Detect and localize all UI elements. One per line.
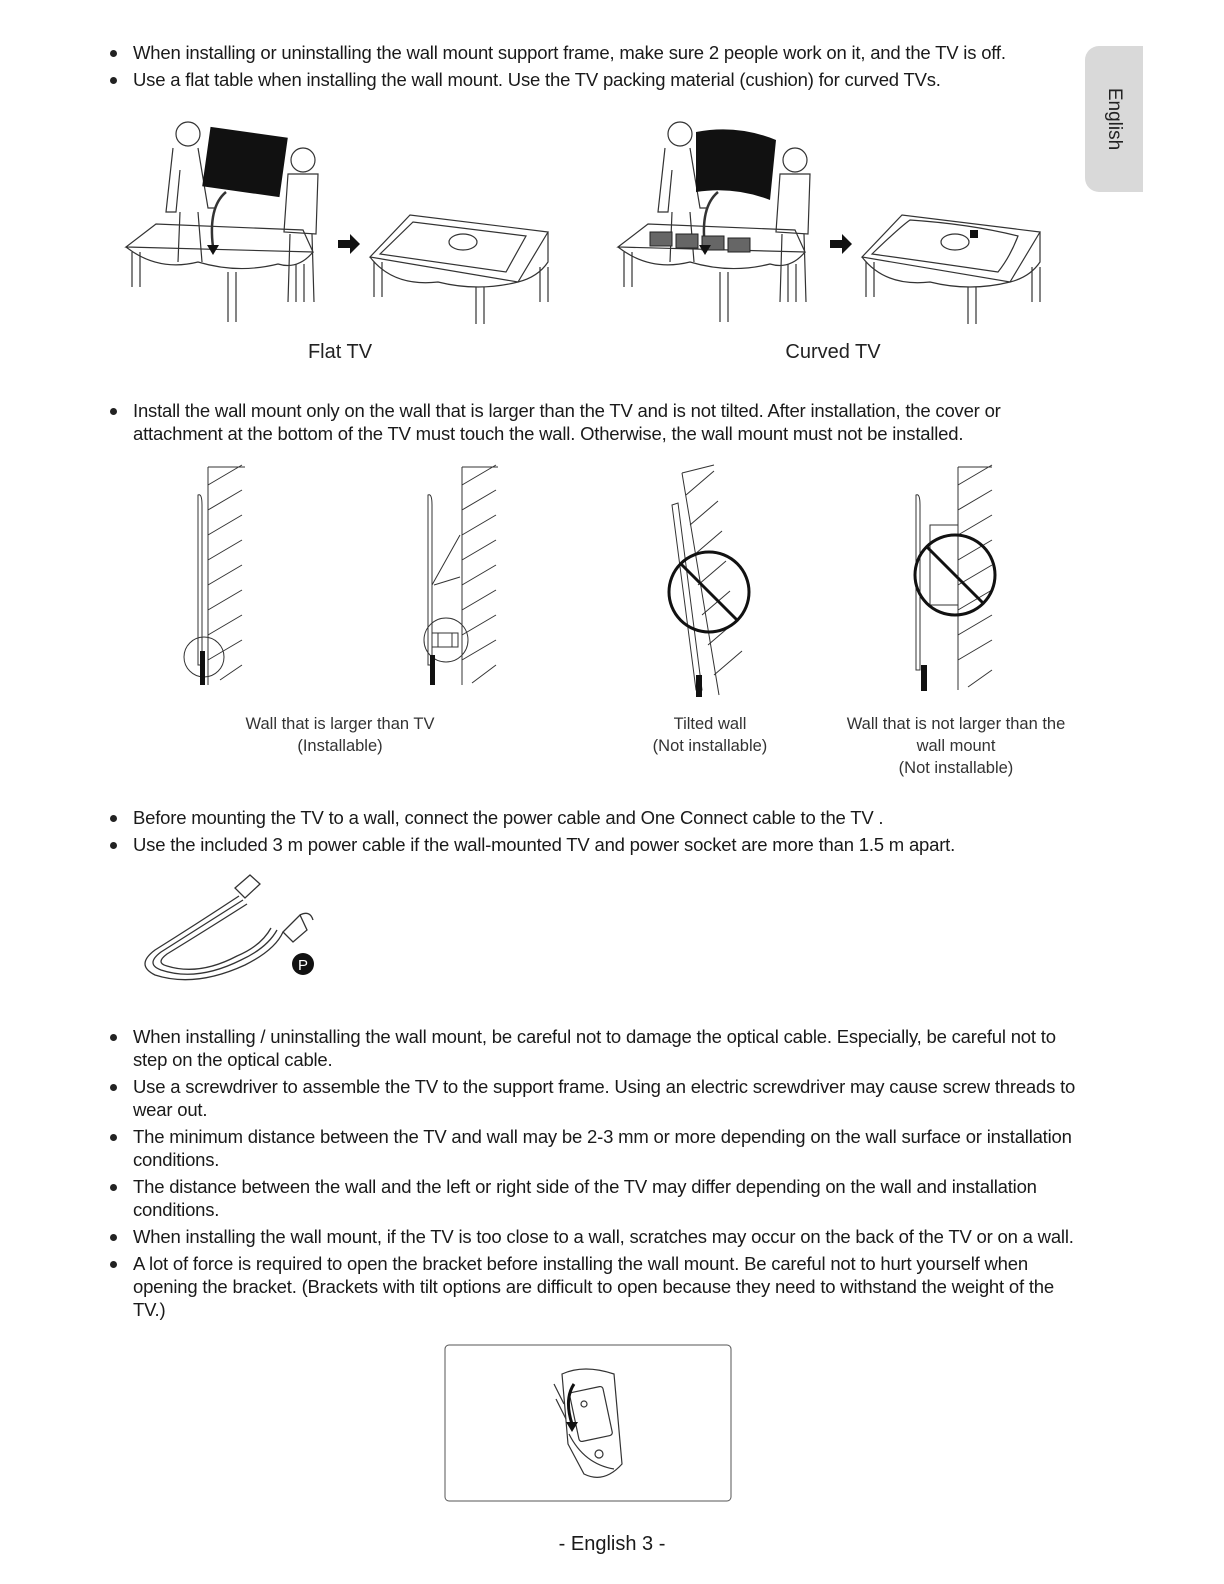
language-tab-label: English: [1104, 87, 1125, 151]
wall-requirement-list: [108, 399, 1083, 449]
list-item: Before mounting the TV to a wall, connect the power cable and One Connect cable to the TV .: [108, 806, 1083, 829]
curved-tv-illustration: [610, 112, 1055, 330]
wall-diagram-larger-1: [180, 465, 260, 690]
list-item: When installing / uninstalling the wall mount, be careful not to damage the optical cable. Especially, be careful not to step on the optical cable.: [108, 1025, 1083, 1071]
curved-tv-caption: Curved TV: [785, 341, 881, 363]
flat-tv-caption: Flat TV: [307, 341, 373, 363]
list-item: When installing or uninstalling the wall mount support frame, make sure 2 people work on it, and the TV is off.: [108, 41, 1083, 64]
caption-line: Wall that is not larger than the: [846, 715, 1066, 733]
cable-marker-label: P: [297, 957, 309, 974]
caution-notes-list: [108, 1025, 1083, 1325]
caption-line: Tilted wall: [673, 715, 747, 733]
flat-tv-illustration: [118, 112, 563, 330]
wall-diagram-larger-2: [420, 465, 505, 690]
cable-notes-list: [108, 806, 1083, 860]
list-item: A lot of force is required to open the bracket before installing the wall mount. Be careful not to hurt yourself when opening the bracket. (Brackets with tilt options are difficult to open because they need to withstand the weight of the TV.): [108, 1252, 1083, 1321]
caption-line: wall mount: [916, 737, 996, 755]
caption-line: (Not installable): [898, 759, 1014, 777]
wall-diagram-tilted: [664, 465, 759, 700]
language-tab: [1085, 46, 1143, 192]
list-item: The distance between the wall and the left or right side of the TV may differ depending on the wall and installation conditions.: [108, 1175, 1083, 1221]
list-item: Use the included 3 m power cable if the wall-mounted TV and power socket are more than 1.5 m apart.: [108, 833, 1083, 856]
caption-line: (Installable): [297, 737, 383, 755]
caption-line: (Not installable): [652, 737, 768, 755]
list-item: The minimum distance between the TV and wall may be 2-3 mm or more depending on the wall surface or installation conditions.: [108, 1125, 1083, 1171]
list-item: Use a screwdriver to assemble the TV to the support frame. Using an electric screwdriver may cause screw threads to wear out.: [108, 1075, 1083, 1121]
install-notes-list: [108, 41, 1083, 95]
power-cable-illustration: [135, 870, 325, 990]
tilted-caption: [620, 713, 800, 757]
page-number: - English 3 -: [558, 1533, 666, 1555]
bracket-illustration: [444, 1344, 732, 1502]
list-item: Install the wall mount only on the wall that is larger than the TV and is not tilted. After installation, the cover or attachment at the bottom of the TV must touch the wall. Otherwise, the wall mount must not be installed.: [108, 399, 1083, 445]
installable-caption: [210, 713, 470, 757]
list-item: When installing the wall mount, if the TV is too close to a wall, scratches may occur on the back of the TV or on a wall.: [108, 1225, 1083, 1248]
caption-line: Wall that is larger than TV: [245, 715, 435, 733]
small-wall-caption: [825, 713, 1087, 779]
wall-diagram-small-wall: [910, 465, 1005, 695]
list-item: Use a flat table when installing the wall mount. Use the TV packing material (cushion) for curved TVs.: [108, 68, 1083, 91]
